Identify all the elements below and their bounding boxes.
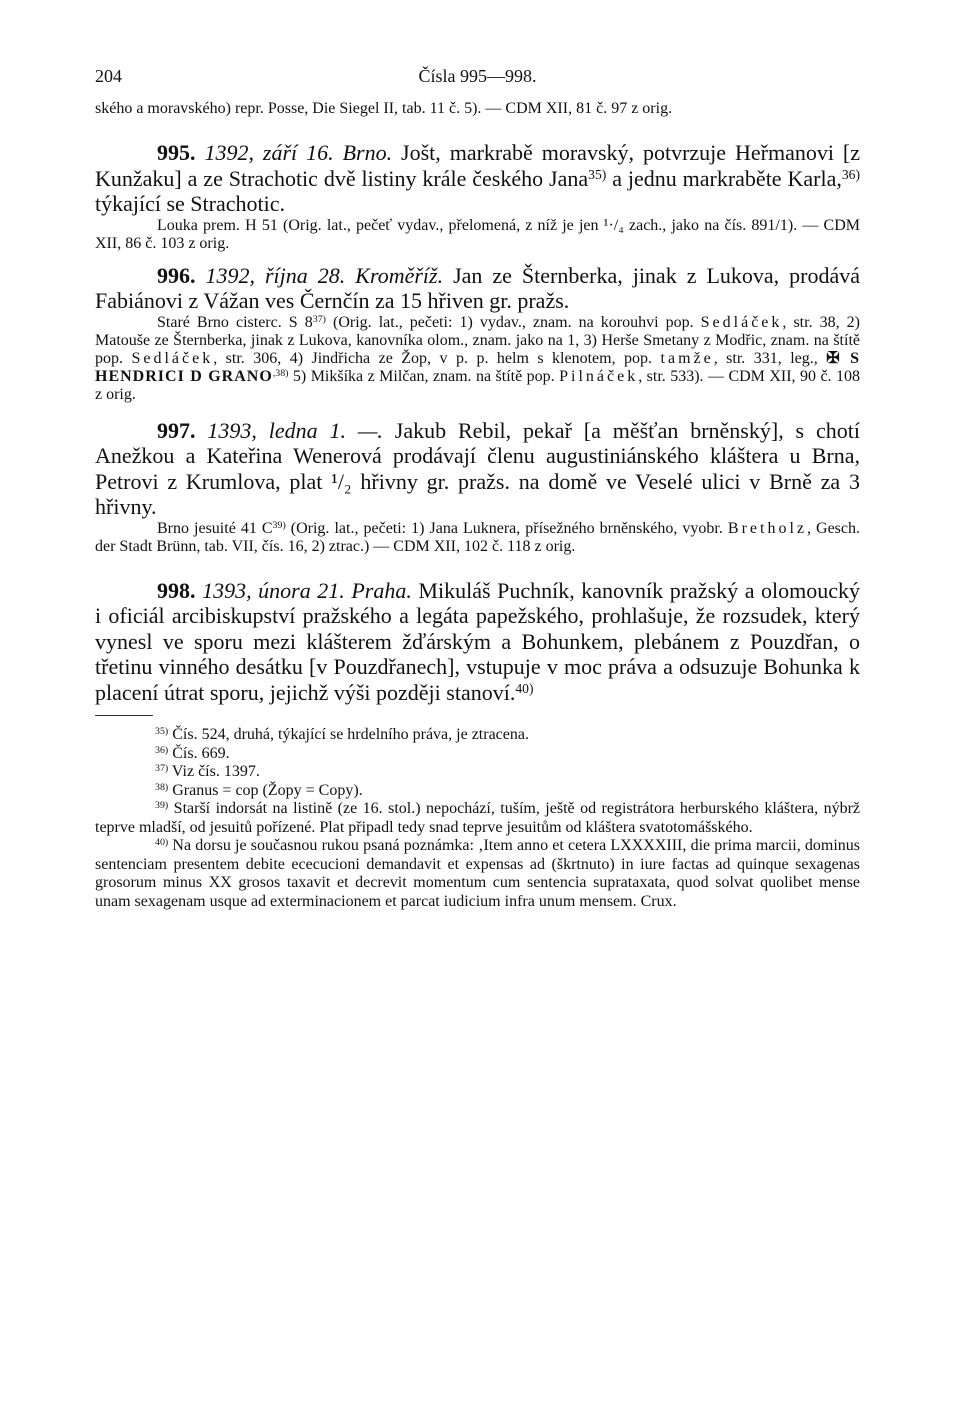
footnote-ref: 39) [272, 519, 286, 531]
footnote [95, 763, 860, 782]
author-name: Pilnáček [559, 367, 639, 385]
footnote-ref: 35) [588, 166, 607, 182]
source-text: 5) Mikšíka z Milčan, znam. na štítě pop. [288, 367, 560, 385]
author-name: Sedláček [131, 349, 214, 367]
regest-997 [95, 418, 860, 520]
source-text: (Orig. lat., pečeti: 1) vydav., znam. na korouhvi pop. [325, 313, 701, 331]
footnote-mark: 37) [155, 763, 169, 775]
author-name: Bretholz [727, 519, 807, 537]
regest-995 [95, 140, 860, 217]
footnote-text: Čís. 669. [168, 744, 230, 762]
document-page [95, 66, 860, 911]
source-text: , str. 533). — CDM XII, 90 č. 108 z orig. [95, 367, 861, 403]
footnote-ref: 37) [312, 313, 326, 325]
regest-text: a jednu markraběte Karla, [606, 165, 842, 191]
regest-text: Jakub Rebil, pekař [a měšťan brněnský], s chotí Anežkou a Kateřina Wenerová prodávají členu augustiniánského kláštera u Brna, Petrovi z Krumlova, plat [95, 417, 860, 494]
footnote [95, 782, 860, 801]
source-text: , str. 331, leg., [713, 349, 827, 367]
footnote [95, 745, 860, 764]
source-text: , Gesch. der Stadt Brünn, tab. VII, čís. 16, 2) ztrac.) — CDM XII, 102 č. 118 z orig. [95, 519, 861, 555]
source-note-996 [95, 314, 860, 404]
footnote-mark: 40) [155, 837, 169, 849]
regest-998 [95, 578, 860, 706]
footnote-mark: 36) [155, 744, 169, 756]
footnote-mark: 39) [155, 800, 169, 812]
doc-date: 1393, ledna 1. —. [207, 417, 383, 443]
footnote-ref: 36) [841, 166, 861, 182]
author-name: Sedláček [700, 313, 783, 331]
footnote-mark: 38) [155, 781, 169, 793]
source-text: , str. 38, 2) Matouše ze Šternberka, jinak z Lukova, kanovníka olom., znam. jako na 1, 3) Herše Smetany z Modřic, znam. na štítě pop. [95, 313, 861, 367]
regest-text: Jošt, markrabě moravský, potvrzuje Heřmanovi [z Kunžaku] a ze Strachotic dvě listiny krále českého Jana [95, 140, 861, 191]
source-text: (Orig. lat., pečeti: 1) Jana Luknera, přísežného brněnského, vyobr. [285, 519, 728, 537]
author-name: tamže [660, 349, 714, 367]
footnote-ref: ,38) [272, 367, 289, 379]
regest-text: týkající se Strachotic. [95, 191, 285, 216]
footnote [95, 837, 860, 911]
regest-text: Mikuláš Puchník, kanovník pražský a olomoucký i oficiál arcibiskupství pražského a legáta papežského, prohlašuje, že rozsudek, který vynesl ve sporu mezi klášterem žďárským a Bohunkem, plebánem z Pouzdřan, o třetinu vinného desátku [v Pouzdřanech], vstupuje v moc práva a odsuzuje Bohunka k placení útrat sporu, jejichž výši později stanoví. [95, 577, 861, 705]
footnote [95, 726, 860, 745]
footnote-mark: 35) [155, 726, 169, 738]
doc-date: 1392, října 28. Kroměříž. [205, 262, 444, 288]
footnotes [95, 726, 860, 911]
footnote-text: Granus = cop (Žopy = Copy). [168, 781, 363, 799]
footnote-text: Na dorsu je současnou rukou psaná poznámka: ‚Item anno et cetera LXXXXIII, die prima marcii, dominus sentenciam presentem debite ececucioni demandavit et expensas ad (škrtnuto) in iure factas ad quinque sexagenas grosorum minus XX grosos taxavit et decrevit momentum cum sentencia suprataxata, quod solvat quolibet mense unam sexagenam usque ad exterminacionem et parcat iudicium infra unum mensem. Crux. [95, 837, 860, 910]
running-title: Čísla 995—998. [418, 66, 537, 86]
running-header [95, 66, 860, 100]
seal-legend: ✠ S HENDRICI D GRANO [95, 349, 861, 385]
page-number: 204 [95, 66, 122, 86]
continuation-paragraph: ského a moravského) repr. Posse, Die Siegel II, tab. 11 č. 5). — CDM XII, 81 č. 97 z orig. [95, 100, 673, 117]
source-note-997 [95, 520, 860, 556]
footnote-text: Čís. 524, druhá, týkající se hrdelního práva, je ztracena. [168, 726, 529, 743]
footnote-ref: 40) [515, 680, 534, 696]
doc-number: 996. [157, 262, 196, 288]
footnote [95, 800, 860, 837]
regest-text: Jan ze Šternberka, jinak z Lukova, prodává Fabiánovi z Vážan ves Černčín za 15 hřiven gr. pražs. [95, 262, 861, 313]
regest-text: hřivny gr. pražs. na domě ve Veselé ulici v Brně za 3 hřivny. [95, 468, 860, 519]
footnote-text: Starší indorsát na listině (ze 16. stol.) nepochází, tuším, ještě od registrátora herburského kláštera, nýbrž teprve mladší, od jesuitů pořízené. Plat připadl tedy snad teprve jesuitům od kláštera svatotomášského. [95, 800, 860, 836]
source-text: , str. 306, 4) Jindřicha ze Žop, v p. p. helm s klenotem, pop. [213, 349, 661, 367]
footnote-divider [95, 715, 153, 716]
doc-date: 1392, září 16. Brno. [204, 140, 393, 165]
doc-date: 1393, února 21. Praha. [202, 577, 412, 603]
fraction: ¹/₂ [331, 468, 352, 494]
source-text: Staré Brno cisterc. S 8 [157, 313, 313, 331]
doc-number: 995. [157, 140, 196, 165]
source-text: Brno jesuité 41 C [157, 519, 273, 537]
doc-number: 997. [157, 417, 196, 443]
source-note-995: Louka prem. H 51 (Orig. lat., pečeť vydav., přelomená, z níž je jen ¹·/₄ zach., jako na čís. 891/1). — CDM XII, 86 č. 103 z orig. [95, 216, 860, 252]
regest-996 [95, 263, 860, 314]
doc-number: 998. [157, 577, 196, 603]
footnote-text: Viz čís. 1397. [168, 763, 260, 780]
